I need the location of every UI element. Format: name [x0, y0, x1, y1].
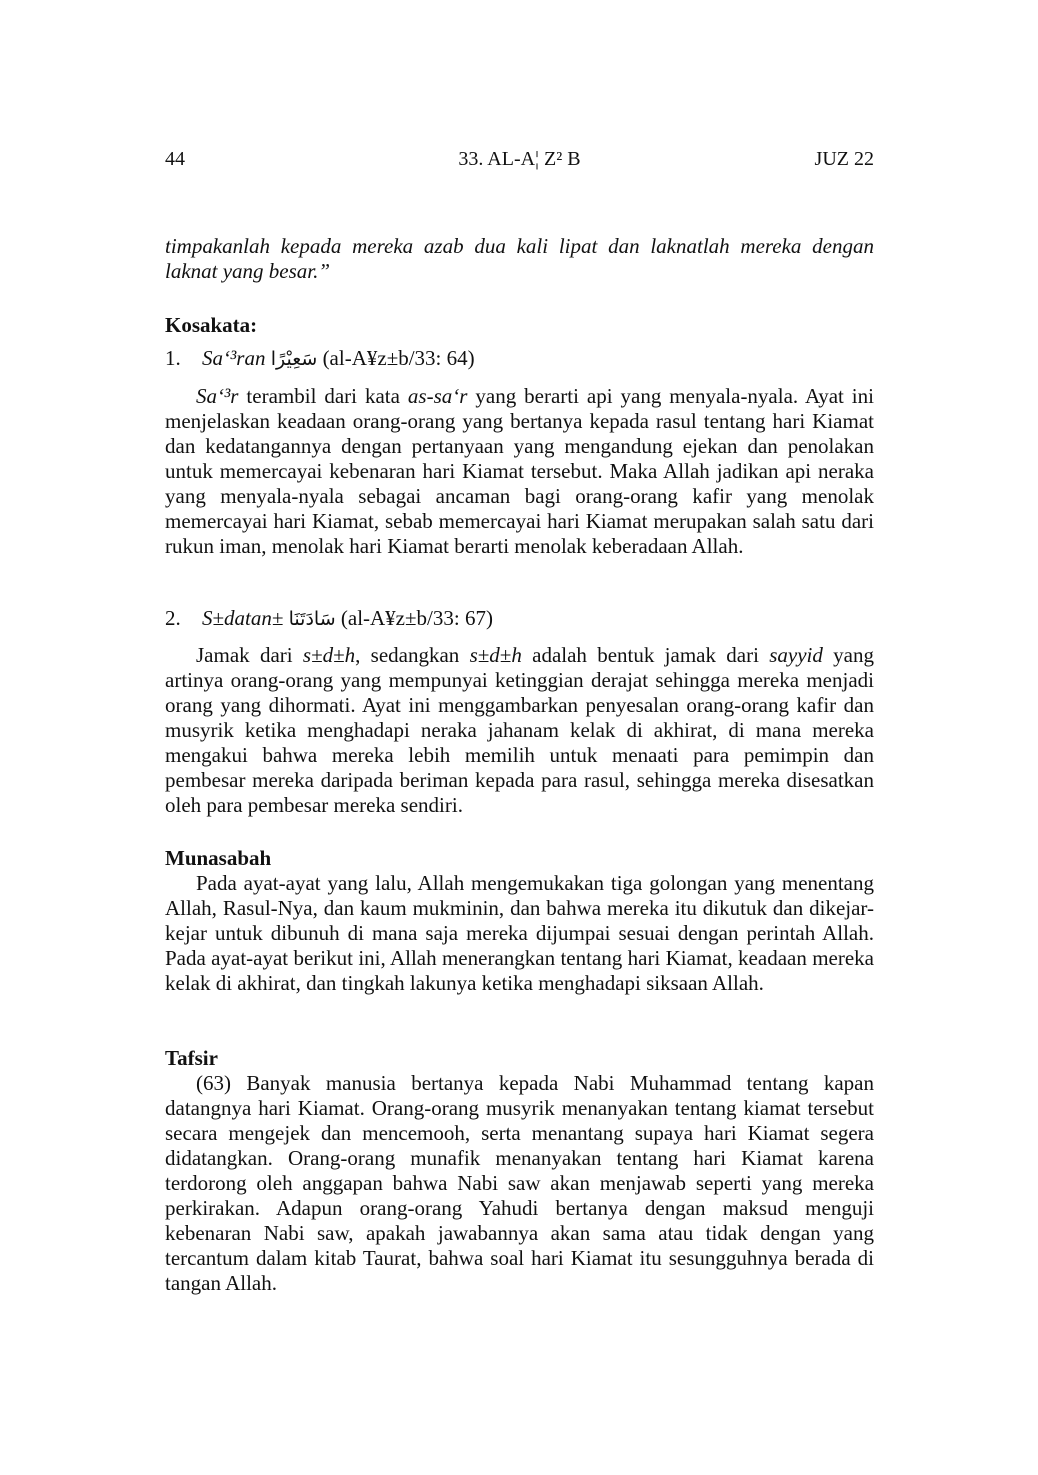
vocab-item-2-word-1: s±d±h: [302, 643, 356, 667]
vocab-item-1-reference: (al-A¥z±b/33: 64): [322, 346, 475, 370]
munasabah-section: [165, 845, 874, 996]
vocab-item-1-root: as-sa‘r: [407, 384, 468, 408]
chapter-title: 33. AL-A¦ Z² B: [458, 148, 581, 170]
vocab-item-2: [165, 604, 874, 633]
vocab-item-2-arabic: سَادَتَنَا: [288, 608, 336, 630]
vocab-item-2-number: 2.: [165, 606, 181, 630]
juz-label: JUZ 22: [814, 148, 874, 170]
vocab-item-2-term: S±datan±: [202, 606, 284, 630]
vocab-item-1-text-a: terambil dari kata: [238, 384, 408, 408]
vocab-item-2-word-2: s±d±h: [469, 643, 522, 667]
munasabah-paragraph: Pada ayat-ayat yang lalu, Allah mengemukakan tiga golongan yang menentang Allah, Rasul-Nya, dan kaum mukminin, dan bahwa mereka itu dikutuk dan dikejar-kejar untuk dibunuh di mana saja mereka dijumpai sesuai dengan perintah Allah. Pada ayat-ayat berikut ini, Allah menerangkan tentang hari Kiamat, keadaan mereka kelak di akhirat, dan tingkah lakunya ketika menghadapi siksaan Allah.: [165, 871, 874, 995]
tafsir-heading: Tafsir: [165, 1046, 218, 1070]
vocab-item-2-body: [165, 643, 874, 818]
vocab-item-1-arabic: سَعِيْرًا: [270, 348, 318, 370]
vocab-item-2-title: [165, 604, 874, 633]
vocab-item-1-para-term: Sa‘³r: [196, 384, 239, 408]
running-header: [165, 145, 874, 173]
vocab-item-1-text-b: yang berarti api yang menyala-nyala. Ayat ini menjelaskan keadaan orang-orang yang bertanya kepada rasul tentang hari Kiamat dan kedatangannya dengan pertanyaan yang mengandung ejekan dan penolakan untuk memercayai kebenaran hari Kiamat tersebut. Maka Allah jadikan api neraka yang menyala-nyala sebagai ancaman bagi orang-orang kafir yang menolak memercayai hari Kiamat, sebab memercayai hari Kiamat merupakan salah satu dari rukun iman, menolak hari Kiamat berarti menolak keberadaan Allah.: [165, 384, 874, 558]
opening-quote: timpakanlah kepada mereka azab dua kali lipat dan laknatlah mereka dengan laknat yang besar.”: [165, 234, 874, 283]
tafsir-section: [165, 1045, 874, 1296]
vocab-item-2-reference: (al-A¥z±b/33: 67): [340, 606, 493, 630]
tafsir-paragraph: (63) Banyak manusia bertanya kepada Nabi Muhammad tentang kapan datangnya hari Kiamat. Orang-orang musyrik menanyakan tentang kiamat tersebut secara mengejek dan mencemooh, serta menantang supaya hari Kiamat segera didatangkan. Orang-orang munafik menanyakan tentang hari Kiamat karena terdorong oleh anggapan bahwa Nabi saw akan menjawab seperti yang mereka perkirakan. Adapun orang-orang Yahudi bertanya dengan maksud menguji kebenaran Nabi saw, apakah jawabannya akan sama atau tidak dengan yang tercantum dalam kitab Taurat, bahwa soal hari Kiamat itu sesungguhnya berada di tangan Allah.: [165, 1071, 874, 1295]
kosakata-heading: Kosakata:: [165, 313, 258, 337]
vocab-item-1: [165, 344, 874, 373]
vocab-item-2-text-d: yang artinya orang-orang yang mempunyai ketinggian derajat sehingga mereka menjadi orang yang dihormati. Ayat ini menggambarkan penyesalan orang-orang kafir dan musyrik ketika menghadapi neraka jahanam kelak di akhirat, di mana mereka mengakui bahwa mereka lebih memilih untuk menaati para pemimpin dan pembesar mereka daripada beriman kepada para rasul, sehingga mereka disesatkan oleh para pembesar mereka sendiri.: [165, 643, 875, 817]
vocab-item-1-body: [165, 384, 874, 559]
kosakata-section: [165, 312, 874, 338]
vocab-item-1-number: 1.: [165, 346, 181, 370]
vocab-item-2-word-3: sayyid: [769, 643, 823, 667]
vocab-item-2-text-b: , sedangkan: [355, 643, 470, 667]
vocab-item-1-title: [165, 344, 874, 373]
munasabah-heading: Munasabah: [165, 846, 272, 870]
vocab-item-1-term: Sa‘³ran: [202, 346, 266, 370]
vocab-item-2-paragraph: [165, 643, 874, 818]
vocab-item-1-paragraph: [165, 384, 874, 559]
opening-quote-block: [165, 234, 874, 284]
vocab-item-2-text-a: Jamak dari: [196, 643, 303, 667]
vocab-item-2-text-c: adalah bentuk jamak dari: [521, 643, 770, 667]
page-number: 44: [165, 148, 185, 170]
